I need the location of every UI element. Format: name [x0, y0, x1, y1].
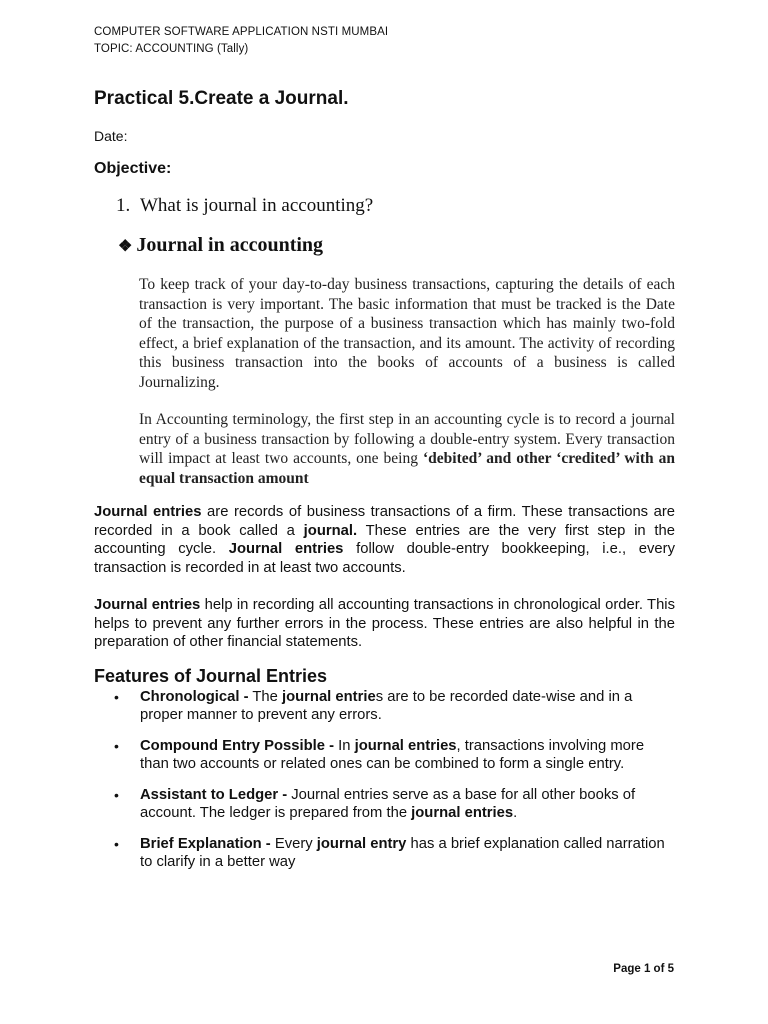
list-item	[94, 835, 675, 871]
serif-paragraph-2-bold: ‘debited’ and other ‘credited’ with an equal transaction amount	[139, 450, 675, 487]
bold-term: Journal entries	[228, 541, 344, 557]
feature-text: The	[248, 689, 282, 705]
header-line-topic: TOPIC: ACCOUNTING (Tally)	[94, 43, 249, 55]
bold-term: Journal entries	[94, 597, 201, 613]
list-item	[94, 737, 675, 773]
serif-paragraph-1: To keep track of your day-to-day business transactions, capturing the details of each transaction is very important. The basic information that must be tracked is the Date of the transaction, the purpose of a business transaction which has mainly two-fold effect, a brief explanation of the transaction, and its amount. The activity of recording this business transaction into the books of accounts of a business is called Journalizing.	[139, 276, 675, 391]
feature-text: , transactions involving more than two accounts or related ones can be combined to form a single entry.	[140, 738, 645, 772]
paragraph-text: are records of business transactions of a firm. These transactions are recorded in a book called a	[94, 504, 676, 539]
paragraph-text: help in recording all accounting transactions in chronological order. This helps to prevent any further errors in the process. These entries are also helpful in the preparation of other financial statements.	[94, 597, 675, 650]
feature-bold: journal entry	[316, 836, 407, 852]
paragraph-text: follow double-entry bookkeeping, i.e., every transaction is recorded in at least two accounts.	[94, 541, 675, 576]
diamond-bullet-icon: ❖	[118, 238, 133, 255]
feature-text: In	[334, 738, 355, 754]
feature-text: has a brief explanation called narration to clarify in a better way	[140, 836, 665, 870]
bold-term: Journal entries	[94, 504, 202, 520]
paragraph-journal-benefits	[94, 596, 675, 652]
feature-text: .	[513, 805, 518, 821]
serif-paragraph-2-text: In Accounting terminology, the first step in an accounting cycle is to record a journal entry of a business transaction by following a double-entry system. Every transaction will impact at least two accounts, one being	[139, 411, 675, 467]
list-item	[94, 688, 675, 724]
question-text: What is journal in accounting?	[140, 195, 374, 216]
bullet-icon: •	[114, 836, 119, 852]
question-item	[116, 195, 373, 217]
feature-term: Chronological -	[140, 689, 249, 705]
feature-text: s are to be recorded date-wise and in a proper manner to prevent any errors.	[140, 689, 633, 723]
date-label: Date:	[94, 128, 128, 144]
header-line-institute: COMPUTER SOFTWARE APPLICATION NSTI MUMBAI	[94, 26, 389, 38]
paragraph-text: These entries are the very first step in the accounting cycle.	[94, 522, 675, 557]
feature-bold: journal entrie	[281, 689, 376, 705]
bold-term: journal.	[303, 522, 358, 539]
feature-bold: journal entries	[354, 738, 457, 754]
list-item	[94, 786, 675, 822]
feature-bold: journal entries	[411, 805, 514, 821]
bullet-icon: •	[114, 738, 119, 754]
question-number: 1.	[116, 195, 131, 216]
features-list	[94, 688, 675, 884]
feature-term: Assistant to Ledger -	[140, 787, 288, 803]
page-number: Page 1 of 5	[613, 963, 674, 975]
feature-term: Compound Entry Possible -	[140, 738, 335, 754]
feature-term: Brief Explanation -	[140, 836, 271, 852]
subheading	[118, 234, 323, 257]
objective-heading: Objective:	[94, 160, 172, 177]
feature-text: Every	[270, 836, 317, 852]
subheading-text: Journal in accounting	[136, 234, 324, 256]
bullet-icon: •	[114, 787, 119, 803]
paragraph-journal-entries	[94, 503, 675, 577]
feature-text: Journal entries serve as a base for all other books of account. The ledger is prepared from the	[140, 787, 636, 821]
bullet-icon: •	[114, 689, 119, 705]
features-heading: Features of Journal Entries	[94, 666, 328, 686]
page-title: Practical 5.Create a Journal.	[94, 88, 349, 109]
serif-paragraph-2	[139, 410, 675, 488]
